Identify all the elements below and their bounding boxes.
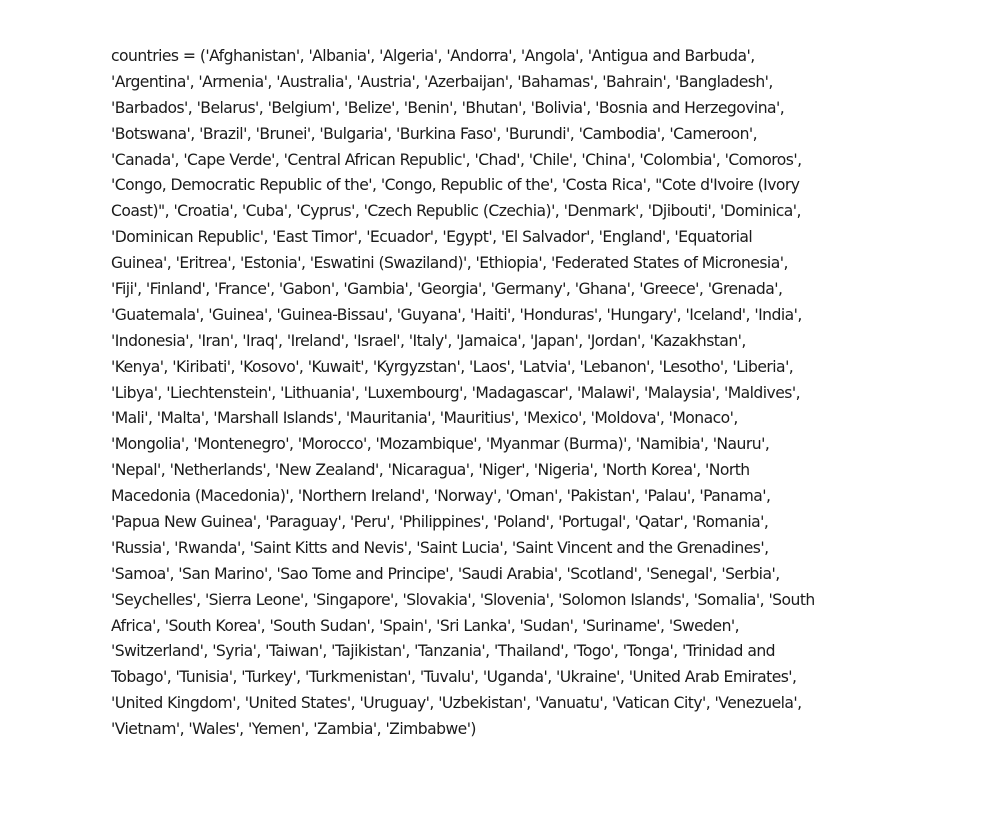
text-line: 'Barbados', 'Belarus', 'Belgium', 'Belize', 'Benin', 'Bhutan', 'Bolivia', 'Bosnia and Herzegovina', bbox=[111, 98, 785, 117]
text-line: Africa', 'South Korea', 'South Sudan', 'Spain', 'Sri Lanka', 'Sudan', 'Suriname', 'Sweden', bbox=[111, 616, 740, 635]
text-line: 'Botswana', 'Brazil', 'Brunei', 'Bulgaria', 'Burkina Faso', 'Burundi', 'Cambodia', 'Cameroon', bbox=[111, 124, 758, 143]
text-line: 'Indonesia', 'Iran', 'Iraq', 'Ireland', 'Israel', 'Italy', 'Jamaica', 'Japan', 'Jordan', 'Kazakhstan', bbox=[111, 331, 746, 350]
text-line: 'Libya', 'Liechtenstein', 'Lithuania', 'Luxembourg', 'Madagascar', 'Malawi', 'Malaysia', 'Maldives', bbox=[111, 383, 800, 402]
text-line: Tobago', 'Tunisia', 'Turkey', 'Turkmenistan', 'Tuvalu', 'Uganda', 'Ukraine', 'United Arab Emirates', bbox=[111, 668, 797, 687]
text-line: 'Switzerland', 'Syria', 'Taiwan', 'Tajikistan', 'Tanzania', 'Thailand', 'Togo', 'Tonga', 'Trinidad and bbox=[111, 642, 776, 661]
text-line: 'Nepal', 'Netherlands', 'New Zealand', 'Nicaragua', 'Niger', 'Nigeria', 'North Korea', 'North bbox=[111, 461, 750, 480]
text-line: 'Canada', 'Cape Verde', 'Central African Republic', 'Chad', 'Chile', 'China', 'Colombia', 'Comoros', bbox=[111, 150, 802, 169]
text-line: 'Guatemala', 'Guinea', 'Guinea-Bissau', 'Guyana', 'Haiti', 'Honduras', 'Hungary', 'Iceland', 'India', bbox=[111, 305, 802, 324]
text-line: 'Vietnam', 'Wales', 'Yemen', 'Zambia', 'Zimbabwe') bbox=[111, 720, 476, 739]
text-line: 'Russia', 'Rwanda', 'Saint Kitts and Nevis', 'Saint Lucia', 'Saint Vincent and the Grenadines', bbox=[111, 538, 769, 557]
text-line: 'Mongolia', 'Montenegro', 'Morocco', 'Mozambique', 'Myanmar (Burma)', 'Namibia', 'Nauru', bbox=[111, 435, 770, 454]
text-line: Coast)", 'Croatia', 'Cuba', 'Cyprus', 'Czech Republic (Czechia)', 'Denmark', 'Djibouti', 'Dominica', bbox=[111, 202, 801, 221]
text-line: 'Seychelles', 'Sierra Leone', 'Singapore', 'Slovakia', 'Slovenia', 'Solomon Islands', 'Somalia', 'South bbox=[111, 590, 815, 609]
text-line: Macedonia (Macedonia)', 'Northern Ireland', 'Norway', 'Oman', 'Pakistan', 'Palau', 'Panama', bbox=[111, 487, 771, 506]
text-line: Guinea', 'Eritrea', 'Estonia', 'Eswatini (Swaziland)', 'Ethiopia', 'Federated States of Micronesia', bbox=[111, 254, 788, 273]
text-line: 'Fiji', 'Finland', 'France', 'Gabon', 'Gambia', 'Georgia', 'Germany', 'Ghana', 'Greece', 'Grenada', bbox=[111, 280, 783, 299]
text-line: 'Papua New Guinea', 'Paraguay', 'Peru', 'Philippines', 'Poland', 'Portugal', 'Qatar', 'Romania', bbox=[111, 513, 769, 532]
text-line: 'United Kingdom', 'United States', 'Uruguay', 'Uzbekistan', 'Vanuatu', 'Vatican City', 'Venezuela', bbox=[111, 694, 802, 713]
countries-code-text bbox=[111, 44, 901, 743]
text-line: 'Argentina', 'Armenia', 'Australia', 'Austria', 'Azerbaijan', 'Bahamas', 'Bahrain', 'Bangladesh', bbox=[111, 72, 773, 91]
text-line: 'Samoa', 'San Marino', 'Sao Tome and Principe', 'Saudi Arabia', 'Scotland', 'Senegal', 'Serbia', bbox=[111, 564, 780, 583]
text-line: countries = ('Afghanistan', 'Albania', 'Algeria', 'Andorra', 'Angola', 'Antigua and Barbuda', bbox=[111, 47, 755, 65]
text-line: 'Kenya', 'Kiribati', 'Kosovo', 'Kuwait', 'Kyrgyzstan', 'Laos', 'Latvia', 'Lebanon', 'Lesotho', 'Liberia', bbox=[111, 357, 794, 376]
text-line: 'Dominican Republic', 'East Timor', 'Ecuador', 'Egypt', 'El Salvador', 'England', 'Equatorial bbox=[111, 228, 753, 247]
text-line: 'Mali', 'Malta', 'Marshall Islands', 'Mauritania', 'Mauritius', 'Mexico', 'Moldova', 'Monaco', bbox=[111, 409, 738, 428]
text-line: 'Congo, Democratic Republic of the', 'Congo, Republic of the', 'Costa Rica', "Cote d'Ivoire (Ivory bbox=[111, 176, 800, 195]
